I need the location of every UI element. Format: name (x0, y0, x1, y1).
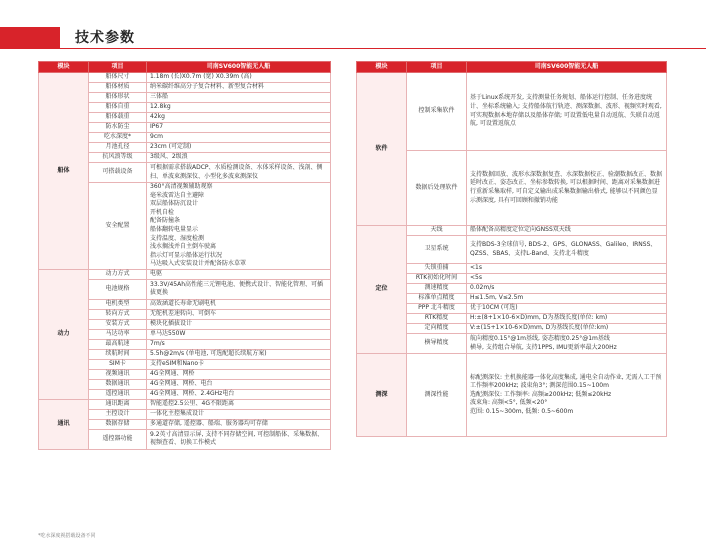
page-title: 技术参数 (75, 30, 135, 46)
spec-item-value: 0.02m/s (467, 284, 667, 294)
spec-item-value: 可根据需求搭载ADCP、水质检测设备、水体采样设备、浅剖、侧扫、单波束测深仪、小型化多波束测深仪 (147, 163, 331, 183)
spec-item-label: 视频通讯 (89, 369, 147, 379)
spec-item-label: 失锁重捕 (407, 264, 467, 274)
table-row (39, 269, 331, 279)
table-header-row (39, 62, 331, 73)
spec-item-value: 高效涵道长寿命无刷电机 (147, 299, 331, 309)
table-row (357, 73, 667, 151)
spec-item-value: 9.2英寸高清显示屏, 支持不同存储空间, 可控制船体、采集数据、视频查看、切换工作模式 (147, 429, 331, 449)
spec-item-value: <5s (467, 274, 667, 284)
spec-item-value: 支持eSIM和Nano卡 (147, 359, 331, 369)
left-table-body (39, 73, 331, 450)
spec-item-label: 定向精度 (407, 324, 467, 334)
spec-item-value: H≤1.5m, V≤2.5m (467, 294, 667, 304)
table-row (357, 226, 667, 236)
spec-item-label: 横导精度 (407, 334, 467, 354)
spec-item-value: 智能遥控2.5公里、4G不限距离 (147, 399, 331, 409)
spec-table-left (38, 61, 331, 450)
spec-item-value: 3级风、2级浪 (147, 153, 331, 163)
spec-item-value: 模块化插拔设计 (147, 319, 331, 329)
spec-item-label: 主控设计 (89, 409, 147, 419)
spec-item-value: 9cm (147, 133, 331, 143)
table-row (39, 399, 331, 409)
spec-item-value: 42kg (147, 113, 331, 123)
spec-item-label: 测速精度 (407, 284, 467, 294)
spec-item-value: H:±(8+1×10-6×D)mm, D为基线长度(单位: km) (467, 314, 667, 324)
section-label-software: 软件 (357, 73, 407, 226)
spec-item-label: 数据存储 (89, 419, 147, 429)
spec-item-label: PPP 北斗精度 (407, 304, 467, 314)
spec-item-label: 船体载重 (89, 113, 147, 123)
footnote: *吃水深度视搭载设备不同 (38, 533, 96, 539)
table-row (357, 354, 667, 437)
spec-item-value: 船体配备高精度定位定向GNSS双天线 (467, 226, 667, 236)
spec-item-value: 33.3V/45Ah高性能三元锂电池、便携式设计、智能化管理、可插拔更换 (147, 279, 331, 299)
spec-item-label: 续航时间 (89, 349, 147, 359)
spec-item-value: 基于Linux系统开发, 支持测量任务规划、船体运行控制、任务进度统计、坐标系统输入; 支持船体航行轨迹、测深数据、波形、视频实时观看, 可实现数据本地存储以及船体存储; 可设置低电量自动返航、失联自动返航, 可设置返航点 (467, 73, 667, 151)
spec-item-label: 船体自重 (89, 103, 147, 113)
spec-item-value: 1.18m (长)X0.7m (宽) X0.39m (高) (147, 73, 331, 83)
spec-item-label: 月池孔径 (89, 143, 147, 153)
spec-item-value: 23cm (可定制) (147, 143, 331, 153)
header-module: 模块 (39, 62, 89, 73)
spec-item-value: 360°高清视频辅助观察 毫米波雷达自主避障 双层船体防沉设计 开机自检 配备防撞条 船体翻转电量显示 支持温度、湿度检测 浅水搁浅并自主倒车驶离 指示灯可显示船体运行状况 马达吸入式安装设计并配备防水草罩 (147, 183, 331, 270)
spec-item-label: 卫星系统 (407, 236, 467, 264)
spec-item-label: 控制采集软件 (407, 73, 467, 151)
spec-item-value: 4G全网通、网桥、电台 (147, 379, 331, 389)
spec-item-label: 测深性能 (407, 354, 467, 437)
spec-item-value: 电驱 (147, 269, 331, 279)
spec-item-label: 吃水深度* (89, 133, 147, 143)
section-label-positioning: 定位 (357, 226, 407, 354)
spec-item-label: 标准单点精度 (407, 294, 467, 304)
spec-item-label: 通讯距离 (89, 399, 147, 409)
spec-item-label: 数据后处理软件 (407, 151, 467, 226)
right-table-body (357, 73, 667, 437)
title-bar (0, 27, 706, 49)
spec-item-label: RTK精度 (407, 314, 467, 324)
spec-item-label: 电池规格 (89, 279, 147, 299)
title-underline (60, 48, 706, 49)
spec-item-label: 船体形状 (89, 93, 147, 103)
spec-item-label: RTK初始化时间 (407, 274, 467, 284)
spec-item-value: 优于10CM (可选) (467, 304, 667, 314)
section-label-sounding: 测深 (357, 354, 407, 437)
spec-item-value: 无舵机差速转向、可倒车 (147, 309, 331, 319)
spec-item-value: 支持数据回放、波形水深数据复查、水深数据校正、验潮数据改正、数据延时改正、姿态改正、坐标参数转换, 可以根据时间、距离对采集数据进行重新采集取样, 可自定义输出成采集数据输出格式, 能够以不同颜色显示测深度, 具有可回顾和撤销功能 (467, 151, 667, 226)
spec-item-value: 纳米碳纤维高分子复合材料、新型复合材料 (147, 83, 331, 93)
section-label-power: 动力 (39, 269, 89, 399)
spec-item-value: 三体船 (147, 93, 331, 103)
spec-item-label: 船体材质 (89, 83, 147, 93)
spec-item-label: 数据通讯 (89, 379, 147, 389)
spec-item-value: 12.8kg (147, 103, 331, 113)
spec-item-label: 安全配置 (89, 183, 147, 270)
spec-item-value: IP67 (147, 123, 331, 133)
section-label-hull: 船体 (39, 73, 89, 270)
spec-item-label: 天线 (407, 226, 467, 236)
spec-item-value: <1s (467, 264, 667, 274)
spec-item-label: 电机类型 (89, 299, 147, 309)
spec-item-value: 单马达550W (147, 329, 331, 339)
spec-item-label: 动力方式 (89, 269, 147, 279)
spec-item-value: 5.5h@2m/s (单电池, 可选配超长续航方案) (147, 349, 331, 359)
spec-table-right (356, 61, 667, 437)
spec-item-label: 马达功率 (89, 329, 147, 339)
spec-item-label: 最高航速 (89, 339, 147, 349)
spec-item-value: 多通道存储, 遥控器、船端、服务器均可存储 (147, 419, 331, 429)
table-row (39, 73, 331, 83)
spec-item-label: 安装方式 (89, 319, 147, 329)
title-accent-block (0, 27, 60, 49)
spec-item-value: 标配测深仪: 主机换能器一体化高度集成, 通电全自动作业, 无需人工干预 工作频率200kHz; 波束角3°; 测深范围0.15~100m 选配测深仪: 工作频率: 高频≥200kHz; 低频≤20kHz 波束角: 高频<5°, 低频<20° 范围: 0.15~300m, 低频: 0.5~600m (467, 354, 667, 437)
spec-item-label: 遥控器功能 (89, 429, 147, 449)
table-header-row (357, 62, 667, 73)
header-module: 模块 (357, 62, 407, 73)
spec-item-value: 4G全网通、网桥 (147, 369, 331, 379)
spec-item-value: 支持BDS-3全球信号, BDS-2、GPS、GLONASS、Galileo、IRNSS、QZSS、SBAS、支持L-Band、支持北斗精度 (467, 236, 667, 264)
header-item: 项目 (89, 62, 147, 73)
spec-item-label: 转向方式 (89, 309, 147, 319)
spec-item-label: 可搭载设备 (89, 163, 147, 183)
spec-item-value: 7m/s (147, 339, 331, 349)
header-product: 司南SV600智能无人船 (467, 62, 667, 73)
spec-item-value: 一体化主控集成设计 (147, 409, 331, 419)
spec-item-value: 4G全网通、网桥、2.4GHz电台 (147, 389, 331, 399)
spec-item-label: 遥控通讯 (89, 389, 147, 399)
spec-item-value: V:±(15+1×10-6×D)mm, D为基线长度(单位:km) (467, 324, 667, 334)
spec-item-value: 航向精度0.15°@1m基线, 姿态精度0.25°@1m基线 横导, 支持组合导航, 支持1PPS, IMU更新率最大200Hz (467, 334, 667, 354)
section-label-comm: 通讯 (39, 399, 89, 449)
header-item: 项目 (407, 62, 467, 73)
spec-item-label: SIM卡 (89, 359, 147, 369)
header-product: 司南SV600智能无人船 (147, 62, 331, 73)
spec-item-label: 抗风浪等级 (89, 153, 147, 163)
spec-item-label: 船体尺寸 (89, 73, 147, 83)
spec-item-label: 防水防尘 (89, 123, 147, 133)
